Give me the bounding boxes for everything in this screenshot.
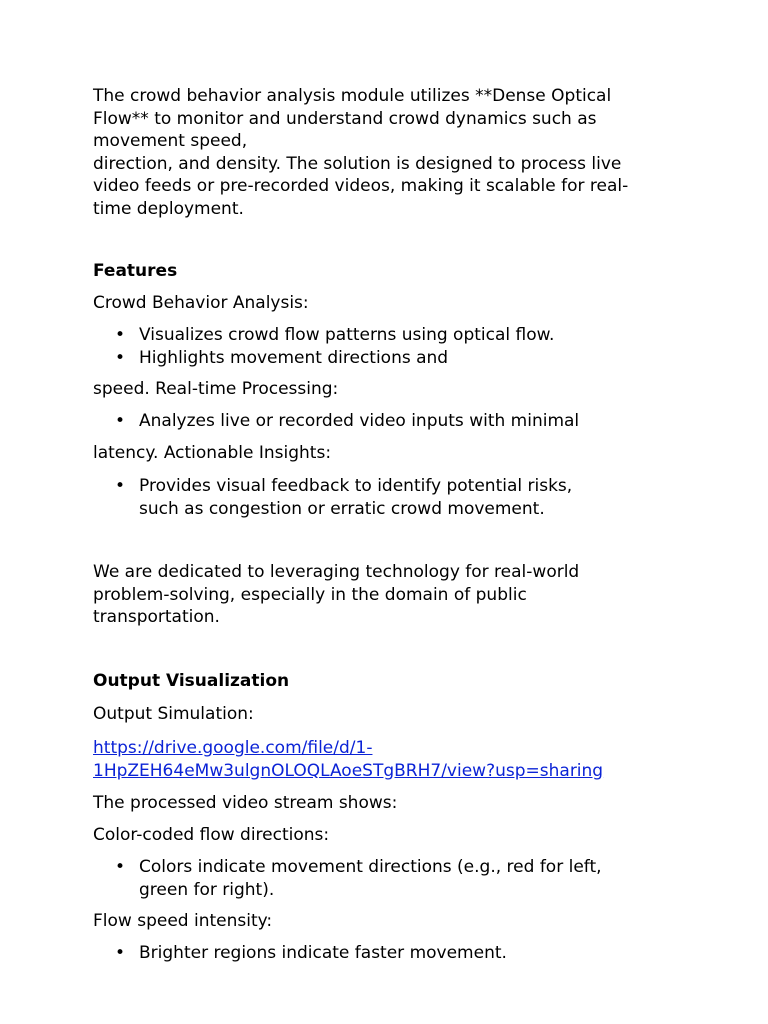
list-item-text: Brighter regions indicate faster movement. bbox=[139, 943, 507, 963]
dedication-line: We are dedicated to leveraging technology for real-world bbox=[93, 562, 580, 582]
crowd-behavior-list bbox=[93, 324, 668, 369]
bullet-icon: • bbox=[115, 325, 126, 345]
list-item-text: Visualizes crowd flow patterns using optical flow. bbox=[139, 325, 555, 345]
features-heading: Features bbox=[93, 261, 178, 281]
realtime-list bbox=[93, 410, 668, 433]
list-item-text: such as congestion or erratic crowd movement. bbox=[139, 498, 545, 519]
drive-link-line[interactable]: 1HpZEH64eMw3ulgnOLOQLAoeSTgBRH7/view?usp=sharing bbox=[93, 760, 604, 781]
list-item-text: Analyzes live or recorded video inputs with minimal bbox=[139, 411, 580, 431]
dedication-line: problem-solving, especially in the domain of public bbox=[93, 584, 527, 605]
list-item-text: Colors indicate movement directions (e.g., red for left, bbox=[139, 857, 602, 877]
bullet-icon: • bbox=[115, 857, 126, 877]
dedication-paragraph bbox=[93, 561, 668, 629]
list-item-text: Provides visual feedback to identify potential risks, bbox=[139, 476, 573, 496]
dedication-line: transportation. bbox=[93, 607, 220, 627]
bullet-icon: • bbox=[115, 347, 126, 368]
intro-line: Flow** to monitor and understand crowd dynamics such as bbox=[93, 108, 597, 129]
intro-line: video feeds or pre-recorded videos, making it scalable for real- bbox=[93, 176, 629, 196]
list-item bbox=[93, 856, 668, 901]
color-coded-label: Color-coded flow directions: bbox=[93, 825, 330, 845]
intro-line: direction, and density. The solution is designed to process live bbox=[93, 153, 622, 174]
speed-intensity-label: Flow speed intensity: bbox=[93, 911, 273, 931]
list-item-text: Highlights movement directions and bbox=[139, 347, 449, 368]
intro-paragraph bbox=[93, 85, 668, 220]
intro-line: time deployment. bbox=[93, 198, 244, 219]
output-heading: Output Visualization bbox=[93, 671, 290, 691]
bullet-icon: • bbox=[115, 411, 126, 431]
realtime-label: speed. Real-time Processing: bbox=[93, 379, 339, 399]
color-coded-list bbox=[93, 856, 668, 901]
intro-line: The crowd behavior analysis module utilizes **Dense Optical bbox=[93, 86, 612, 106]
list-item bbox=[93, 942, 668, 965]
intro-line: movement speed, bbox=[93, 131, 248, 151]
list-item bbox=[93, 324, 668, 347]
list-item bbox=[93, 475, 668, 520]
bullet-icon: • bbox=[115, 943, 126, 963]
list-item bbox=[93, 347, 668, 370]
insights-list bbox=[93, 475, 668, 520]
list-item bbox=[93, 410, 668, 433]
output-simulation-label: Output Simulation: bbox=[93, 704, 254, 724]
list-item-text: green for right). bbox=[139, 879, 275, 900]
crowd-behavior-label: Crowd Behavior Analysis: bbox=[93, 293, 309, 313]
drive-link-line[interactable]: https://drive.google.com/file/d/1- bbox=[93, 738, 373, 758]
speed-intensity-list bbox=[93, 942, 668, 965]
output-simulation-link[interactable] bbox=[93, 737, 668, 782]
insights-label: latency. Actionable Insights: bbox=[93, 443, 332, 463]
bullet-icon: • bbox=[115, 476, 126, 496]
stream-label: The processed video stream shows: bbox=[93, 793, 398, 813]
